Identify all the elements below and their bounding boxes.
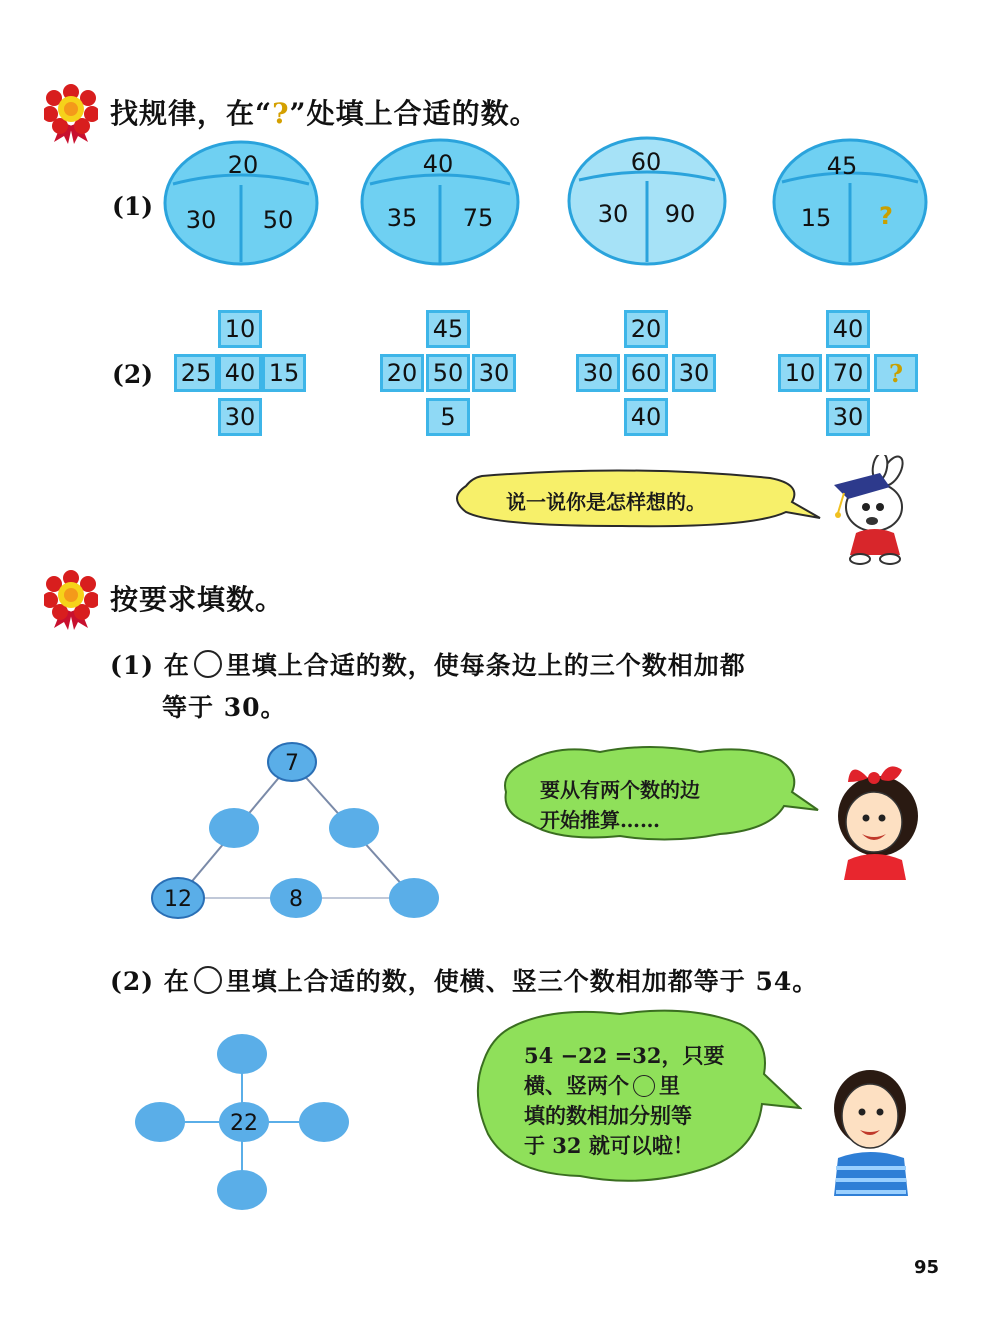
- cross-question-cell: ?: [874, 354, 918, 392]
- flower-bullet-icon: [44, 84, 98, 144]
- green-bubble2-line3: 填的数相加分别等: [524, 1103, 692, 1128]
- node-top-value: 7: [285, 751, 299, 776]
- title-text-end: ”处填上合适的数。: [289, 97, 539, 130]
- cross-top-cell: 40: [826, 310, 870, 348]
- cross-bottom-cell: 30: [218, 398, 262, 436]
- cross-node-left-blank[interactable]: [135, 1102, 185, 1142]
- disc-left-value: 30: [185, 206, 217, 234]
- task2-prefix: (2) 在: [110, 967, 190, 996]
- triangle-diagram: [148, 740, 448, 924]
- number-cross-1: [168, 310, 320, 438]
- cross-node-top-blank[interactable]: [217, 1034, 267, 1074]
- cross-left-cell: 20: [380, 354, 424, 392]
- circle-blank-icon: [194, 650, 222, 678]
- cross-bottom-cell: 5: [426, 398, 470, 436]
- cross-left-cell: 10: [778, 354, 822, 392]
- cross-right-cell: 15: [262, 354, 306, 392]
- green-bubble1-line2: 开始推算……: [540, 808, 660, 832]
- node-right-blank[interactable]: [329, 808, 379, 848]
- task1-prefix: (1) 在: [110, 651, 190, 680]
- node-left-blank[interactable]: [209, 808, 259, 848]
- green-bubble2-line4: 于 32 就可以啦！: [524, 1133, 694, 1158]
- part2-label: (2): [112, 360, 154, 389]
- disc-left-value: 30: [597, 200, 629, 228]
- cross-node-center-value: 22: [230, 1111, 258, 1136]
- green-bubble2-line1: 54 −22 =32，只要: [524, 1043, 725, 1068]
- cross-right-cell: 30: [672, 354, 716, 392]
- disc-top-value: 60: [630, 148, 662, 176]
- cross-node-bottom-blank[interactable]: [217, 1170, 267, 1210]
- node-bottom-middle-value: 8: [289, 887, 303, 912]
- girl-mascot-icon: [824, 760, 934, 880]
- section1: [0, 0, 1000, 560]
- disc-question-mark: ?: [879, 202, 893, 230]
- yellow-bubble-text: 说一说你是怎样想的。: [506, 490, 706, 514]
- disc-right-value: 75: [462, 204, 494, 232]
- cross-left-cell: 25: [174, 354, 218, 392]
- task1-line1: [110, 646, 746, 682]
- number-disc-4: [772, 138, 928, 266]
- flower-bullet-icon: [44, 570, 98, 630]
- disc-top-value: 45: [826, 152, 858, 180]
- cross-node-right-blank[interactable]: [299, 1102, 349, 1142]
- node-bottom-right-blank[interactable]: [389, 878, 439, 918]
- title-question-mark: ?: [272, 97, 290, 130]
- cross-center-cell: 40: [218, 354, 262, 392]
- bubble2-line2-end: 里: [659, 1073, 680, 1098]
- boy-mascot-icon: [824, 1066, 920, 1200]
- cross-center-cell: 50: [426, 354, 470, 392]
- rabbit-mascot-icon: [820, 455, 920, 567]
- task1-suffix: 里填上合适的数，使每条边上的三个数相加都: [225, 651, 746, 680]
- cross-bottom-cell: 30: [826, 398, 870, 436]
- cross-bottom-cell: 40: [624, 398, 668, 436]
- number-cross-3: [572, 310, 724, 438]
- bubble2-line2-start: 横、竖两个: [524, 1073, 629, 1098]
- cross-left-cell: 30: [576, 354, 620, 392]
- disc-left-value: 35: [386, 204, 418, 232]
- green-bubble2-line2: [524, 1070, 680, 1100]
- task2-suffix: 里填上合适的数，使横、竖三个数相加都等于 54。: [225, 967, 819, 996]
- cross-top-cell: 20: [624, 310, 668, 348]
- disc-left-value: 15: [800, 204, 832, 232]
- cross-center-cell: 60: [624, 354, 668, 392]
- part1-label: (1): [112, 192, 154, 221]
- number-disc-2: [360, 138, 520, 266]
- section2: [0, 560, 1000, 1336]
- number-disc-1: [163, 140, 319, 266]
- circle-blank-icon: [633, 1075, 655, 1097]
- green-bubble1-line1: 要从有两个数的边: [540, 778, 700, 802]
- page-number: 95: [914, 1257, 940, 1278]
- cross-center-cell: 70: [826, 354, 870, 392]
- disc-right-value: 90: [664, 200, 696, 228]
- section1-title: [110, 92, 539, 132]
- circle-blank-icon: [194, 966, 222, 994]
- task2-line: [110, 962, 818, 998]
- cross-right-cell: 30: [472, 354, 516, 392]
- disc-top-value: 20: [227, 151, 259, 179]
- task1-line2: 等于 30。: [162, 693, 287, 722]
- cross-top-cell: 10: [218, 310, 262, 348]
- number-disc-3: [567, 136, 727, 266]
- section2-title: 按要求填数。: [110, 583, 285, 616]
- title-text: 找规律，在“: [110, 97, 273, 130]
- disc-top-value: 40: [422, 150, 454, 178]
- disc-right-value: 50: [262, 206, 294, 234]
- number-cross-2: [374, 310, 526, 438]
- cross-circle-diagram: [132, 1030, 356, 1216]
- cross-top-cell: 45: [426, 310, 470, 348]
- node-bottom-left-value: 12: [164, 887, 192, 912]
- number-cross-4: [776, 310, 928, 438]
